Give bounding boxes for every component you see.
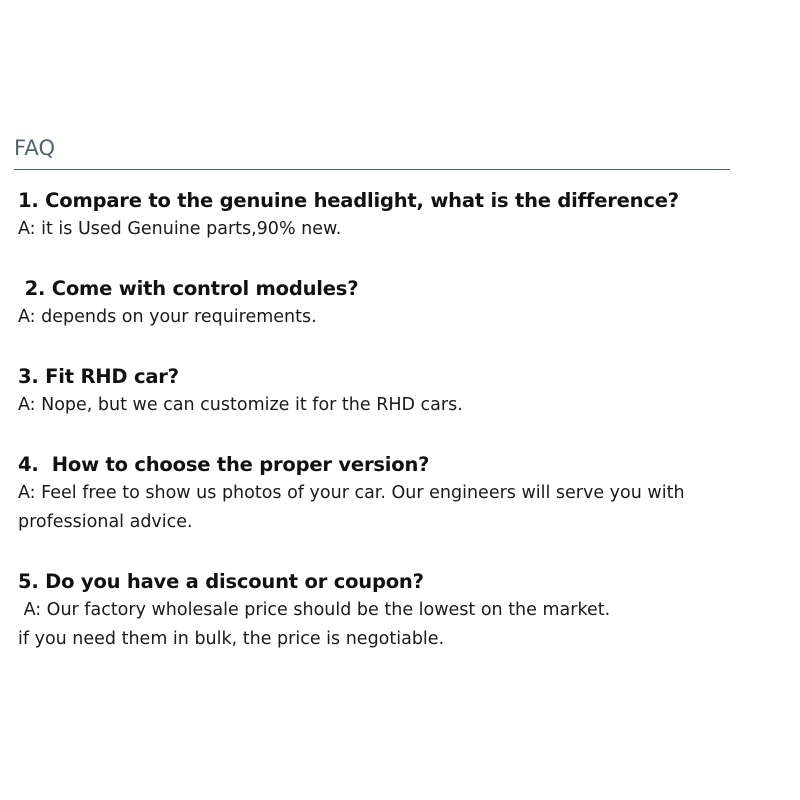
faq-list <box>18 186 738 684</box>
faq-item-5 <box>18 567 738 654</box>
faq-item-3 <box>18 362 738 420</box>
faq-answer-5-line-1: A: Our factory wholesale price should be the lowest on the market. <box>18 600 611 620</box>
faq-item-1 <box>18 186 738 244</box>
faq-answer-4-line-1: A: Feel free to show us photos of your car. Our engineers will serve you with <box>18 483 685 503</box>
faq-answer-5-line-2: if you need them in bulk, the price is negotiable. <box>18 629 445 649</box>
page-title: FAQ <box>14 136 56 160</box>
faq-question-2: 2. Come with control modules? <box>18 277 359 300</box>
faq-header <box>14 136 730 170</box>
faq-answer-3-line-1: A: Nope, but we can customize it for the RHD cars. <box>18 395 463 415</box>
faq-answer-4-line-2: professional advice. <box>18 512 193 532</box>
faq-answer-1-line-1: A: it is Used Genuine parts,90% new. <box>18 219 342 239</box>
faq-question-3: 3. Fit RHD car? <box>18 365 179 388</box>
faq-question-4: 4. How to choose the proper version? <box>18 453 430 476</box>
faq-item-2 <box>18 274 738 332</box>
faq-question-1: 1. Compare to the genuine headlight, what is the difference? <box>18 189 679 212</box>
faq-answer-2-line-1: A: depends on your requirements. <box>18 307 317 327</box>
faq-question-5: 5. Do you have a discount or coupon? <box>18 570 424 593</box>
faq-item-4 <box>18 450 738 537</box>
